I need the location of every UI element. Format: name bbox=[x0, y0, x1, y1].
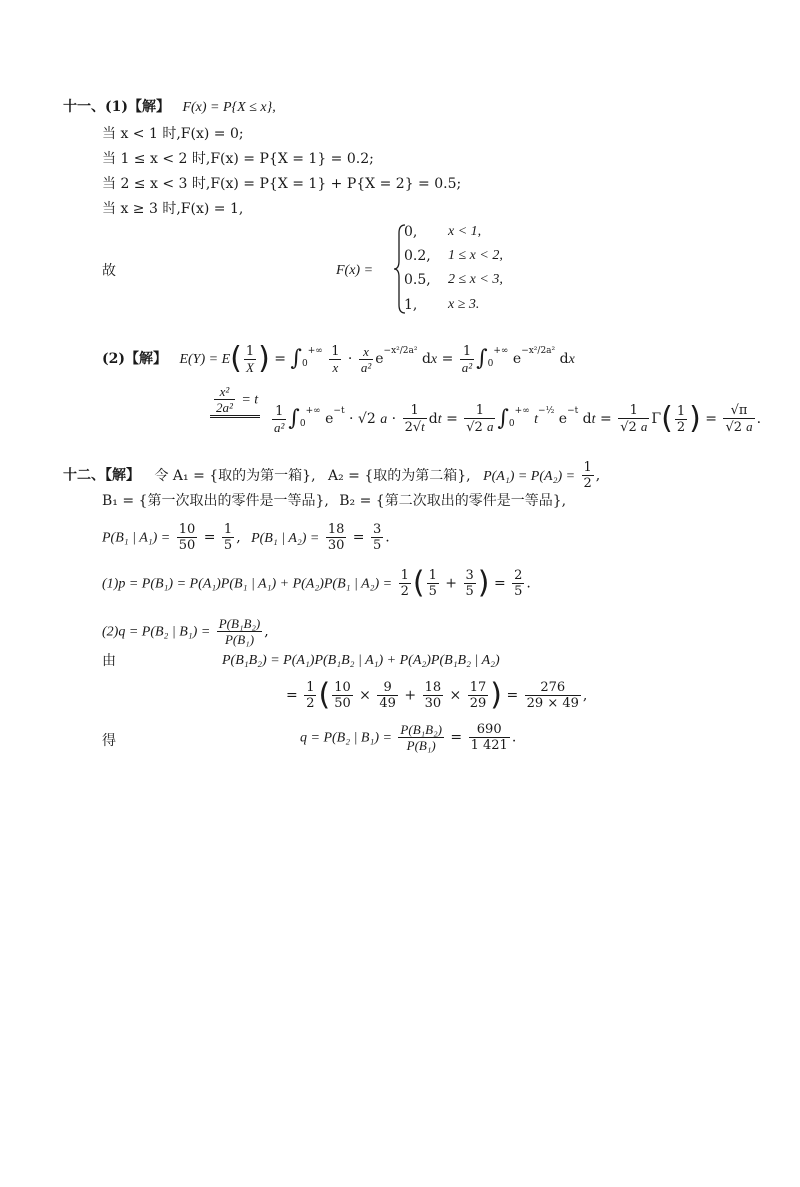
q11-substitution bbox=[210, 384, 260, 418]
frac-690: 690 bbox=[469, 722, 510, 738]
frac-276: 276 bbox=[525, 680, 581, 696]
q12-p-expr: (1)p = P(B₁) = P(A₁)P(B₁ | A₁) + P(A₂)P(B₁ | A₂) = bbox=[102, 576, 393, 592]
piece-cond-3: 2 ≤ x < 3, bbox=[448, 272, 503, 287]
q12-pa: P(A₁) = P(A₂) = bbox=[483, 468, 576, 484]
piece-val-4: 1, bbox=[404, 297, 418, 313]
q12-a2: A₂ = {取的为第二箱}, bbox=[327, 467, 471, 484]
piece-val-3: 0.5, bbox=[404, 272, 431, 288]
q12-pb1a1: P(B₁ | A₁) = bbox=[102, 530, 171, 546]
q12-calc: = $\frac{1}{2}$ ( $\frac{10}{50}$ × $\frac{9}{49}$ + $\frac{18}{30}$ × $\frac{17}{29}$ ) = $\frac{276}{29 \times 49}$ , bbox=[286, 677, 588, 713]
q12-pb1a2: P(B₁ | A₂) = bbox=[251, 530, 320, 546]
piece-cond-4: x ≥ 3. bbox=[448, 297, 480, 312]
q12-line3: P(B₁ | A₁) = $\frac{10}{50}$ = $\frac{1}{5}$ , P(B₁ | A₂) = $\frac{18}{30}$ = $\frac{3}{5}$ . bbox=[102, 522, 390, 553]
q12-q-expr: (2)q = P(B₂ | B₁) = bbox=[102, 624, 211, 640]
q12-line2 bbox=[102, 492, 566, 510]
q12-you-expr: P(B₁B₂) = P(A₁)P(B₁B₂ | A₁) + P(A₂)P(B₁B₂ | A₂) bbox=[222, 653, 500, 668]
q11-case3: 当 2 ≤ x < 3 时,F(x) = P{X = 1} + P{X = 2} = 0.5; bbox=[102, 176, 462, 192]
q11-case1: 当 x < 1 时,F(x) = 0; bbox=[102, 126, 244, 142]
q12-part2: (2)q = P(B₂ | B₁) = $\frac{\text{P(B₁B₂)}}{\text{P(B₁)}}$ , bbox=[102, 616, 269, 647]
q11-part2-heading: (2)【解】 bbox=[102, 351, 167, 367]
q11-def: F(x) = P{X ≤ x}, bbox=[182, 100, 276, 115]
q12-part1: (1)p = P(B₁) = P(A₁)P(B₁ | A₁) + P(A₂)P(B₁ | A₂) = $\frac{1}{2}$ ( $\frac{1}{5}$ + $\frac{3}{5}$ ) = $\frac{2}{5}$ . bbox=[102, 565, 531, 601]
piece-val-1: 0, bbox=[404, 224, 418, 240]
q11-line1 bbox=[63, 98, 276, 117]
q12-heading: 十二、【解】 bbox=[63, 467, 140, 484]
piece-cond-1: x < 1, bbox=[448, 224, 482, 239]
piece-cond-2: 1 ≤ x < 2, bbox=[448, 248, 503, 263]
q11-part2: (2)【解】 E(Y) = E( $\frac{1}{X}$ ) = $\int_0^{+\infty}$ $\frac{1}{x}$ · $\frac{x}{\text{a²}}$ $e^{-x^2/2a^2}$ dx = $\frac{1}{\text{a²}}$ $\int_0^{+\infty}$ $e^{-x^2/2a^2}$ dx bbox=[102, 341, 575, 376]
q12-final: q = P(B₂ | B₁) = $\frac{\text{P(B₁B₂)}}{\text{P(B₁)}}$ = $\frac{690}{1 421}$ . bbox=[300, 722, 517, 753]
q12-de: 得 bbox=[102, 733, 116, 749]
q11-fx: F(x) = bbox=[336, 263, 374, 278]
sub-bot: 2a² bbox=[216, 400, 233, 415]
q12-final-expr: q = P(B₂ | B₁) = bbox=[300, 730, 392, 746]
q12-b1: B₁ = {第一次取出的零件是一等品}, bbox=[102, 493, 329, 509]
frac-1421: 1 421 bbox=[470, 738, 508, 753]
q11-case2: 当 1 ≤ x < 2 时,F(x) = P{X = 1} = 0.2; bbox=[102, 151, 374, 167]
q11-gu: 故 bbox=[102, 263, 116, 279]
frac-29x49: 29 × 49 bbox=[526, 696, 579, 711]
sub-eq: = t bbox=[241, 392, 259, 408]
q11-case4: 当 x ≥ 3 时,F(x) = 1, bbox=[102, 201, 244, 217]
q12-you: 由 bbox=[102, 653, 116, 669]
piece-val-2: 0.2, bbox=[404, 248, 431, 264]
q11-result: $\frac{1}{\text{a²}}$ $\int_0^{+\infty}$ $e^{-t} \cdot √2$ a · $\frac{1}{2√t}$ dt = $\frac{1}{√2 a}$ $\int_0^{+\infty}$ $t^{-\frac{1}{2}}$ $e^{-t}$ dt = $\frac{1}{√2 a}$ Γ( $\frac{1}{2}$ ) = $\frac{√\pi}{√2 a}$ . bbox=[274, 401, 762, 436]
q12-b2: B₂ = {第二次取出的零件是一等品}, bbox=[339, 493, 567, 509]
q12-line1: 十二、【解】 令 A₁ = {取的为第一箱}, A₂ = {取的为第二箱}, P(A₁) = P(A₂) = $\frac{1}{2}$ , bbox=[63, 460, 601, 491]
sub-top: x² bbox=[214, 384, 235, 400]
q11-heading: 十一、(1)【解】 bbox=[63, 99, 170, 115]
q12-a1: 令 A₁ = {取的为第一箱}, bbox=[154, 467, 316, 484]
